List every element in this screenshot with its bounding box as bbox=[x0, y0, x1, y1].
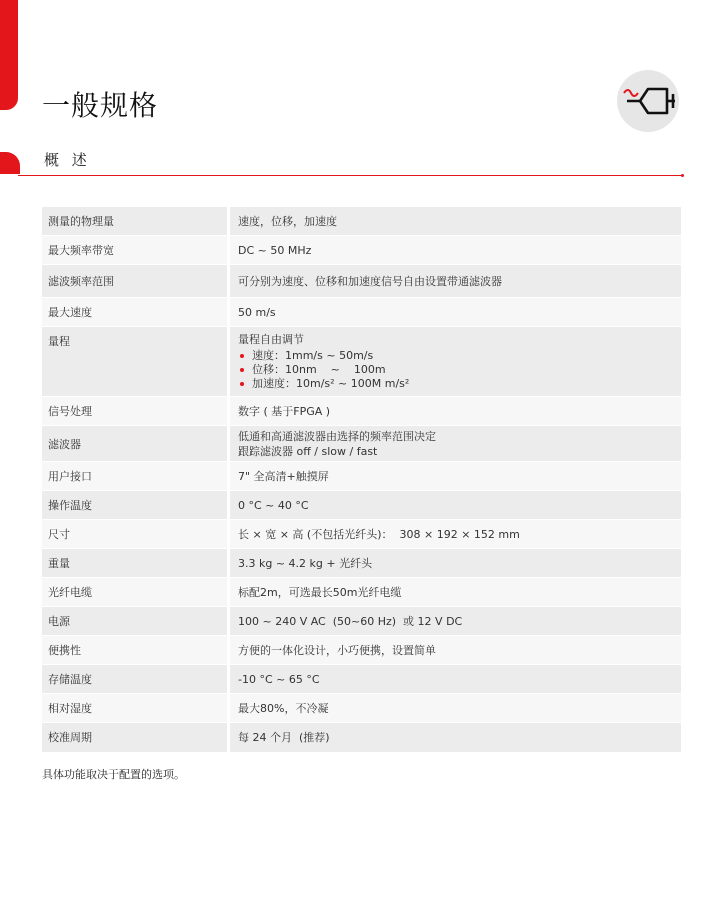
table-row bbox=[42, 491, 681, 520]
spec-value: 长 × 宽 × 高 (不包括光纤头)： 308 × 192 × 152 mm bbox=[229, 520, 682, 549]
spec-key: 便携性 bbox=[42, 636, 229, 665]
table-row bbox=[42, 665, 681, 694]
table-row bbox=[42, 549, 681, 578]
spec-key: 最大速度 bbox=[42, 298, 229, 327]
filter-line-1: 低通和高通滤波器由选择的频率范围决定 bbox=[238, 429, 436, 443]
table-row bbox=[42, 520, 681, 549]
list-item bbox=[238, 363, 673, 377]
spec-key: 重量 bbox=[42, 549, 229, 578]
table-row bbox=[42, 636, 681, 665]
spec-key: 滤波频率范围 bbox=[42, 265, 229, 298]
spec-value: 0 °C ~ 40 °C bbox=[229, 491, 682, 520]
table-row bbox=[42, 607, 681, 636]
spec-value: 3.3 kg ~ 4.2 kg + 光纤头 bbox=[229, 549, 682, 578]
spec-value: DC ~ 50 MHz bbox=[229, 236, 682, 265]
table-row bbox=[42, 426, 681, 462]
spec-key: 最大频率带宽 bbox=[42, 236, 229, 265]
spec-value: 100 ~ 240 V AC (50~60 Hz) 或 12 V DC bbox=[229, 607, 682, 636]
list-item bbox=[238, 349, 673, 363]
table-row bbox=[42, 265, 681, 298]
spec-value: 每 24 个月 (推荐) bbox=[229, 723, 682, 752]
spec-value: 50 m/s bbox=[229, 298, 682, 327]
sensor-probe-icon bbox=[617, 70, 679, 132]
table-row bbox=[42, 298, 681, 327]
spec-key: 尺寸 bbox=[42, 520, 229, 549]
spec-key: 校准周期 bbox=[42, 723, 229, 752]
table-row bbox=[42, 723, 681, 752]
spec-key: 测量的物理量 bbox=[42, 207, 229, 236]
spec-key: 用户接口 bbox=[42, 462, 229, 491]
spec-value: 可分别为速度、位移和加速度信号自由设置带通滤波器 bbox=[229, 265, 682, 298]
footnote: 具体功能取决于配置的选项。 bbox=[42, 768, 185, 781]
spec-key: 光纤电缆 bbox=[42, 578, 229, 607]
range-intro: 量程自由调节 bbox=[238, 333, 304, 346]
table-row bbox=[42, 236, 681, 265]
table-row bbox=[42, 397, 681, 426]
red-tab-decoration bbox=[0, 0, 18, 110]
spec-key: 相对湿度 bbox=[42, 694, 229, 723]
table-row bbox=[42, 462, 681, 491]
section-title: 概 述 bbox=[44, 151, 91, 169]
red-section-marker bbox=[0, 152, 20, 174]
spec-key: 电源 bbox=[42, 607, 229, 636]
page-title: 一般规格 bbox=[42, 89, 159, 122]
bullet-icon bbox=[240, 354, 244, 358]
table-row bbox=[42, 327, 681, 397]
spec-key: 操作温度 bbox=[42, 491, 229, 520]
spec-key: 滤波器 bbox=[42, 426, 229, 462]
spec-value: 数字 ( 基于FPGA ) bbox=[229, 397, 682, 426]
spec-value: 方便的一体化设计，小巧便携，设置简单 bbox=[229, 636, 682, 665]
table-row bbox=[42, 207, 681, 236]
spec-value: 7" 全高清+触摸屏 bbox=[229, 462, 682, 491]
spec-value: 最大80%，不冷凝 bbox=[229, 694, 682, 723]
spec-value-range bbox=[229, 327, 682, 397]
spec-key: 量程 bbox=[42, 327, 229, 397]
section-divider bbox=[18, 175, 682, 176]
spec-value: 标配2m，可选最长50m光纤电缆 bbox=[229, 578, 682, 607]
range-acceleration: 加速度：10m/s² ~ 100M m/s² bbox=[252, 377, 410, 390]
range-list bbox=[238, 349, 673, 391]
filter-line-2: 跟踪滤波器 off / slow / fast bbox=[238, 444, 378, 458]
spec-value: -10 °C ~ 65 °C bbox=[229, 665, 682, 694]
table-row bbox=[42, 694, 681, 723]
range-velocity: 速度：1mm/s ~ 50m/s bbox=[252, 349, 374, 362]
list-item bbox=[238, 377, 673, 391]
spec-table bbox=[42, 206, 681, 752]
table-row bbox=[42, 578, 681, 607]
spec-key: 信号处理 bbox=[42, 397, 229, 426]
spec-value-filter bbox=[229, 426, 682, 462]
range-displacement: 位移：10nm ~ 100m bbox=[252, 363, 386, 376]
spec-value: 速度，位移，加速度 bbox=[229, 207, 682, 236]
spec-key: 存储温度 bbox=[42, 665, 229, 694]
bullet-icon bbox=[240, 382, 244, 386]
bullet-icon bbox=[240, 368, 244, 372]
